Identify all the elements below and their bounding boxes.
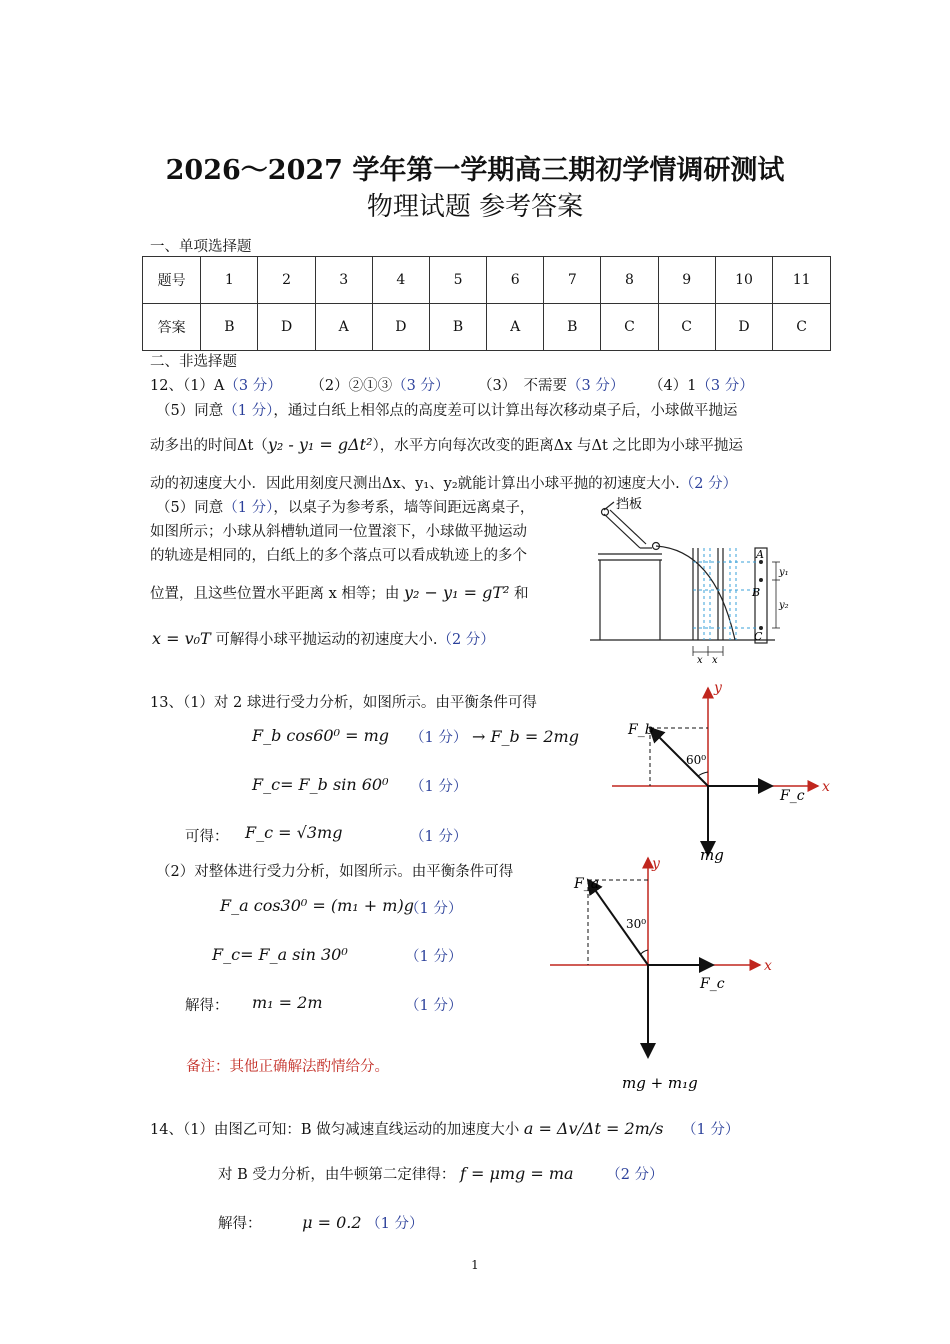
- q12-text: 动的初速度大小．因此用刻度尺测出Δx、y₁、y₂就能计算出小球平抛的初速度大小.: [150, 476, 680, 492]
- section-heading-single-choice: 一、单项选择题: [150, 239, 252, 255]
- formula: m₁ = 2m: [252, 993, 323, 1012]
- q12-text: ，以桌子为参考系，墙等间距远离桌子，: [273, 500, 535, 516]
- x-label: x: [712, 655, 718, 666]
- force-fb-label: F_b: [628, 722, 654, 738]
- q13-intro1: 13、（1）对 2 球进行受力分析，如图所示。由平衡条件可得: [150, 695, 537, 711]
- formula: F_c= F_a sin 30⁰: [212, 945, 348, 964]
- table-cell: 7: [544, 257, 601, 304]
- table-header-cell: 题号: [143, 257, 201, 304]
- table-row-answers: [143, 304, 831, 351]
- q12-text: 动多出的时间Δt（: [150, 438, 268, 454]
- score: （2 分）: [437, 632, 495, 648]
- formula: x = v₀T: [152, 629, 211, 648]
- table-cell: B: [429, 304, 486, 351]
- q12-alt-line3: 的轨迹是相同的，白纸上的多个落点可以看成轨迹上的多个: [150, 548, 527, 564]
- q12-alt-line1: [156, 496, 534, 517]
- score: （1 分）: [223, 500, 274, 516]
- q12-part3: （3） 不需要: [478, 378, 568, 394]
- table-cell: C: [658, 304, 715, 351]
- table-cell: A: [487, 304, 544, 351]
- formula: → F_b = 2mg: [471, 727, 579, 746]
- formula: F_a cos30⁰ = (m₁ + m)g: [220, 896, 414, 915]
- score: （1 分）: [410, 829, 468, 845]
- y-axis-label: y: [652, 856, 660, 872]
- score: （1 分）: [223, 403, 274, 419]
- table-cell: 6: [487, 257, 544, 304]
- table-cell: C: [601, 304, 658, 351]
- score: （1 分）: [405, 998, 463, 1014]
- table-cell: A: [315, 304, 372, 351]
- projectile-apparatus-diagram: [590, 490, 790, 670]
- table-cell: 2: [258, 257, 315, 304]
- q12-alt-line5: [152, 628, 495, 649]
- q14-line1: [150, 1118, 739, 1139]
- formula: μ = 0.2: [302, 1213, 362, 1232]
- point-b-label: B: [752, 586, 761, 599]
- q12-line1: [150, 374, 754, 395]
- table-cell: B: [544, 304, 601, 351]
- y-axis-label: y: [714, 680, 722, 696]
- score: （1 分）: [410, 779, 468, 795]
- table-cell: 9: [658, 257, 715, 304]
- q13-e1-side: [410, 726, 579, 747]
- weight-mg-label: mg: [700, 846, 724, 864]
- q12-text: ），水平方向每次改变的距离Δx 与Δt 之比即为小球平抛运: [372, 438, 743, 454]
- score: （1 分）: [366, 1216, 424, 1232]
- q12-text: 可解得小球平抛运动的初速度大小.: [215, 632, 438, 648]
- table-cell: C: [773, 304, 831, 351]
- baffle-label: 挡板: [616, 497, 643, 512]
- q12-line2: [156, 399, 737, 420]
- score: （3 分）: [224, 378, 282, 394]
- y1-label: y₁: [779, 567, 789, 578]
- formula: y₂ − y₁ = gT²: [404, 583, 510, 602]
- table-cell: 4: [372, 257, 429, 304]
- q14-text: 14、（1）由图乙可知：B 做匀减速直线运动的加速度大小: [150, 1122, 520, 1138]
- score: （3 分）: [696, 378, 754, 394]
- table-cell: D: [258, 304, 315, 351]
- score: （2 分）: [606, 1167, 664, 1183]
- force-diagram-whole: [548, 852, 788, 1097]
- x-axis-label: x: [822, 779, 830, 795]
- table-cell: D: [372, 304, 429, 351]
- q12-line3: [150, 434, 743, 455]
- table-cell: B: [201, 304, 258, 351]
- formula: f = μmg = ma: [459, 1164, 574, 1183]
- table-cell: 11: [773, 257, 831, 304]
- q12-part2: （2）②①③: [310, 378, 393, 394]
- q14-text: 对 B 受力分析，由牛顿第二定律得：: [218, 1167, 456, 1183]
- table-cell: 8: [601, 257, 658, 304]
- table-cell: D: [715, 304, 773, 351]
- force-fa-label: F_a: [574, 876, 600, 892]
- score: （1 分）: [405, 901, 463, 917]
- formula: F_b cos60⁰ = mg: [252, 726, 389, 745]
- q12-text: 位置，且这些位置水平距离 x 相等；由: [150, 586, 400, 602]
- angle-label: 30⁰: [626, 917, 647, 931]
- q14-line3: [218, 1212, 423, 1233]
- q12-alt-line4: [150, 582, 529, 603]
- y2-label: y₂: [779, 600, 789, 611]
- page-number: 1: [471, 1258, 479, 1272]
- score: （3 分）: [392, 378, 450, 394]
- q12-part5-label: （5）同意: [156, 500, 224, 516]
- angle-label: 60⁰: [686, 753, 707, 767]
- x-axis-label: x: [764, 958, 772, 974]
- q12-text: 和: [514, 586, 529, 602]
- force-diagram-ball-2: [610, 680, 840, 865]
- score: （3 分）: [567, 378, 625, 394]
- q12-part4: （4）1: [648, 378, 697, 394]
- formula: a = Δv/Δt = 2m/s: [523, 1119, 664, 1138]
- note: 备注：其他正确解法酌情给分。: [186, 1059, 389, 1075]
- q12-alt-line2: 如图所示；小球从斜槽轨道同一位置滚下，小球做平抛运动: [150, 524, 527, 540]
- x-label: x: [697, 655, 703, 666]
- table-cell: 3: [315, 257, 372, 304]
- formula: y₂ - y₁ = gΔt²: [267, 435, 373, 454]
- force-fc-label: F_c: [700, 976, 725, 992]
- score: （1 分）: [682, 1122, 740, 1138]
- point-c-label: C: [754, 630, 763, 643]
- score: （1 分）: [410, 730, 468, 746]
- answer-table: [142, 256, 831, 351]
- formula: F_c = √3mg: [245, 823, 343, 842]
- q14-line2: [218, 1163, 664, 1184]
- section-heading-non-choice: 二、非选择题: [150, 354, 237, 370]
- q12-part1: 12、（1）A: [150, 378, 225, 394]
- force-fc-label: F_c: [780, 788, 805, 804]
- score: （2 分）: [679, 476, 738, 492]
- table-cell: 10: [715, 257, 773, 304]
- q12-part5-label: （5）同意: [156, 403, 224, 419]
- table-row-numbers: [143, 257, 831, 304]
- result-label: 解得：: [185, 998, 229, 1014]
- table-header-cell: 答案: [143, 304, 201, 351]
- weight-label: mg + m₁g: [622, 1074, 698, 1092]
- table-cell: 1: [201, 257, 258, 304]
- point-a-label: A: [756, 548, 764, 561]
- result-label: 可得：: [185, 829, 229, 845]
- formula: F_c= F_b sin 60⁰: [252, 775, 389, 794]
- q12-text: ，通过白纸上相邻点的高度差可以计算出每次移动桌子后，小球做平抛运: [273, 403, 738, 419]
- q13-intro2: （2）对整体进行受力分析，如图所示。由平衡条件可得: [156, 864, 514, 880]
- table-cell: 5: [429, 257, 486, 304]
- page-subtitle: 物理试题 参考答案: [366, 192, 584, 222]
- score: （1 分）: [405, 949, 463, 965]
- q14-text: 解得：: [218, 1216, 262, 1232]
- page-title: 2026～2027 学年第一学期高三期初学情调研测试: [165, 155, 785, 186]
